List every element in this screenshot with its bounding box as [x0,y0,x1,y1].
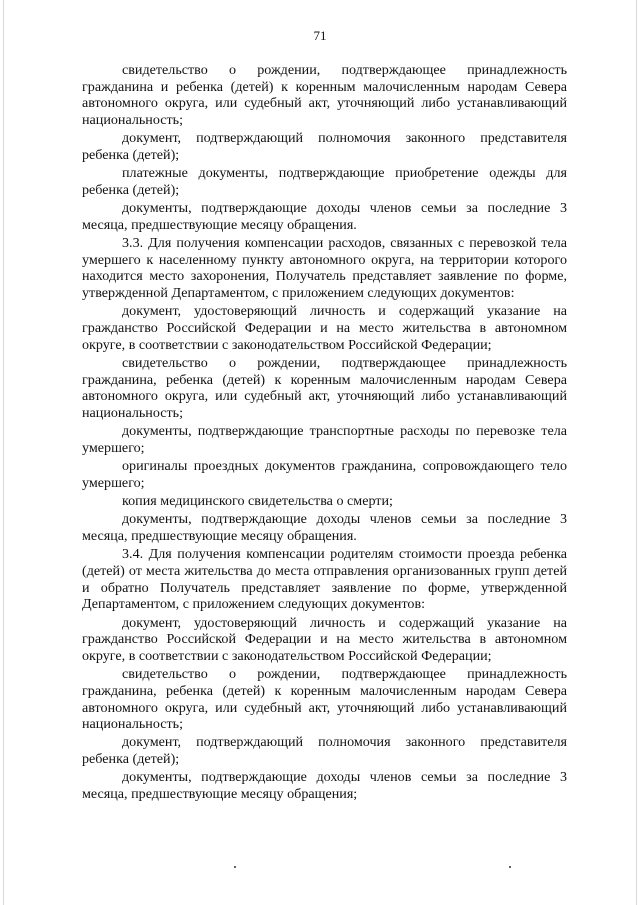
paragraph-income-documents-1: документы, подтверждающие доходы членов семьи за последние 3 месяца, предшествующие месяцу обращения. [82,200,567,233]
document-body [82,62,567,804]
paragraph-section-3-3: 3.3. Для получения компенсации расходов, связанных с перевозкой тела умершего к населенному пункту автономного округа, на территории которого находится место захоронения, Получатель представляет заявление по форме, утвержденной Департаментом, с приложением следующих документов: [82,235,567,302]
paragraph-section-3-4: 3.4. Для получения компенсации родителям стоимости проезда ребенка (детей) от места жительства до места отправления организованных групп детей и обратно Получатель представляет заявление по форме, утвержденной Департаментом, с приложением следующих документов: [82,546,567,613]
paragraph-identity-document-1: документ, удостоверяющий личность и содержащий указание на гражданство Российской Федерации и на место жительства в автономном округе, в соответствии с законодательством Российской Федерации; [82,303,567,353]
paragraph-birth-certificate-2: свидетельство о рождении, подтверждающее принадлежность гражданина, ребенка (детей) к коренным малочисленным народам Севера автономного округа, или судебный акт, уточняющий либо устанавливающий национальность; [82,354,567,422]
paragraph-identity-document-2: документ, удостоверяющий личность и содержащий указание на гражданство Российской Федерации и на место жительства в автономном округе, в соответствии с законодательством Российской Федерации; [82,614,567,664]
scan-speck [509,866,511,868]
scan-speck [234,866,236,868]
paragraph-birth-certificate-3: свидетельство о рождении, подтверждающее принадлежность гражданина, ребенка (детей) к коренным малочисленным народам Севера автономного округа, или судебный акт, уточняющий либо устанавливающий национальность; [82,666,567,733]
paragraph-representative-authority-1: документ, подтверждающий полномочия законного представителя ребенка (детей); [82,130,567,164]
paragraph-travel-documents: оригиналы проездных документов гражданина, сопровождающего тело умершего; [82,458,567,491]
paragraph-payment-documents: платежные документы, подтверждающие приобретение одежды для ребенка (детей); [82,165,567,198]
paragraph-representative-authority-2: документ, подтверждающий полномочия законного представителя ребенка (детей); [82,734,567,768]
page-number: 71 [313,28,327,43]
scan-left-edge [3,0,4,905]
paragraph-birth-certificate-1: свидетельство о рождении, подтверждающее принадлежность гражданина и ребенка (детей) к коренным малочисленным народам Севера автономного округа, или судебный акт, уточняющий либо устанавливающий национальность; [82,62,567,129]
paragraph-death-certificate: копия медицинского свидетельства о смерти; [122,493,393,510]
paragraph-transport-expenses: документы, подтверждающие транспортные расходы по перевозке тела умершего; [82,423,567,456]
paragraph-income-documents-2: документы, подтверждающие доходы членов семьи за последние 3 месяца, предшествующие месяцу обращения. [82,511,567,544]
paragraph-income-documents-3: документы, подтверждающие доходы членов семьи за последние 3 месяца, предшествующие месяцу обращения; [82,769,567,803]
scan-right-edge [636,0,637,905]
